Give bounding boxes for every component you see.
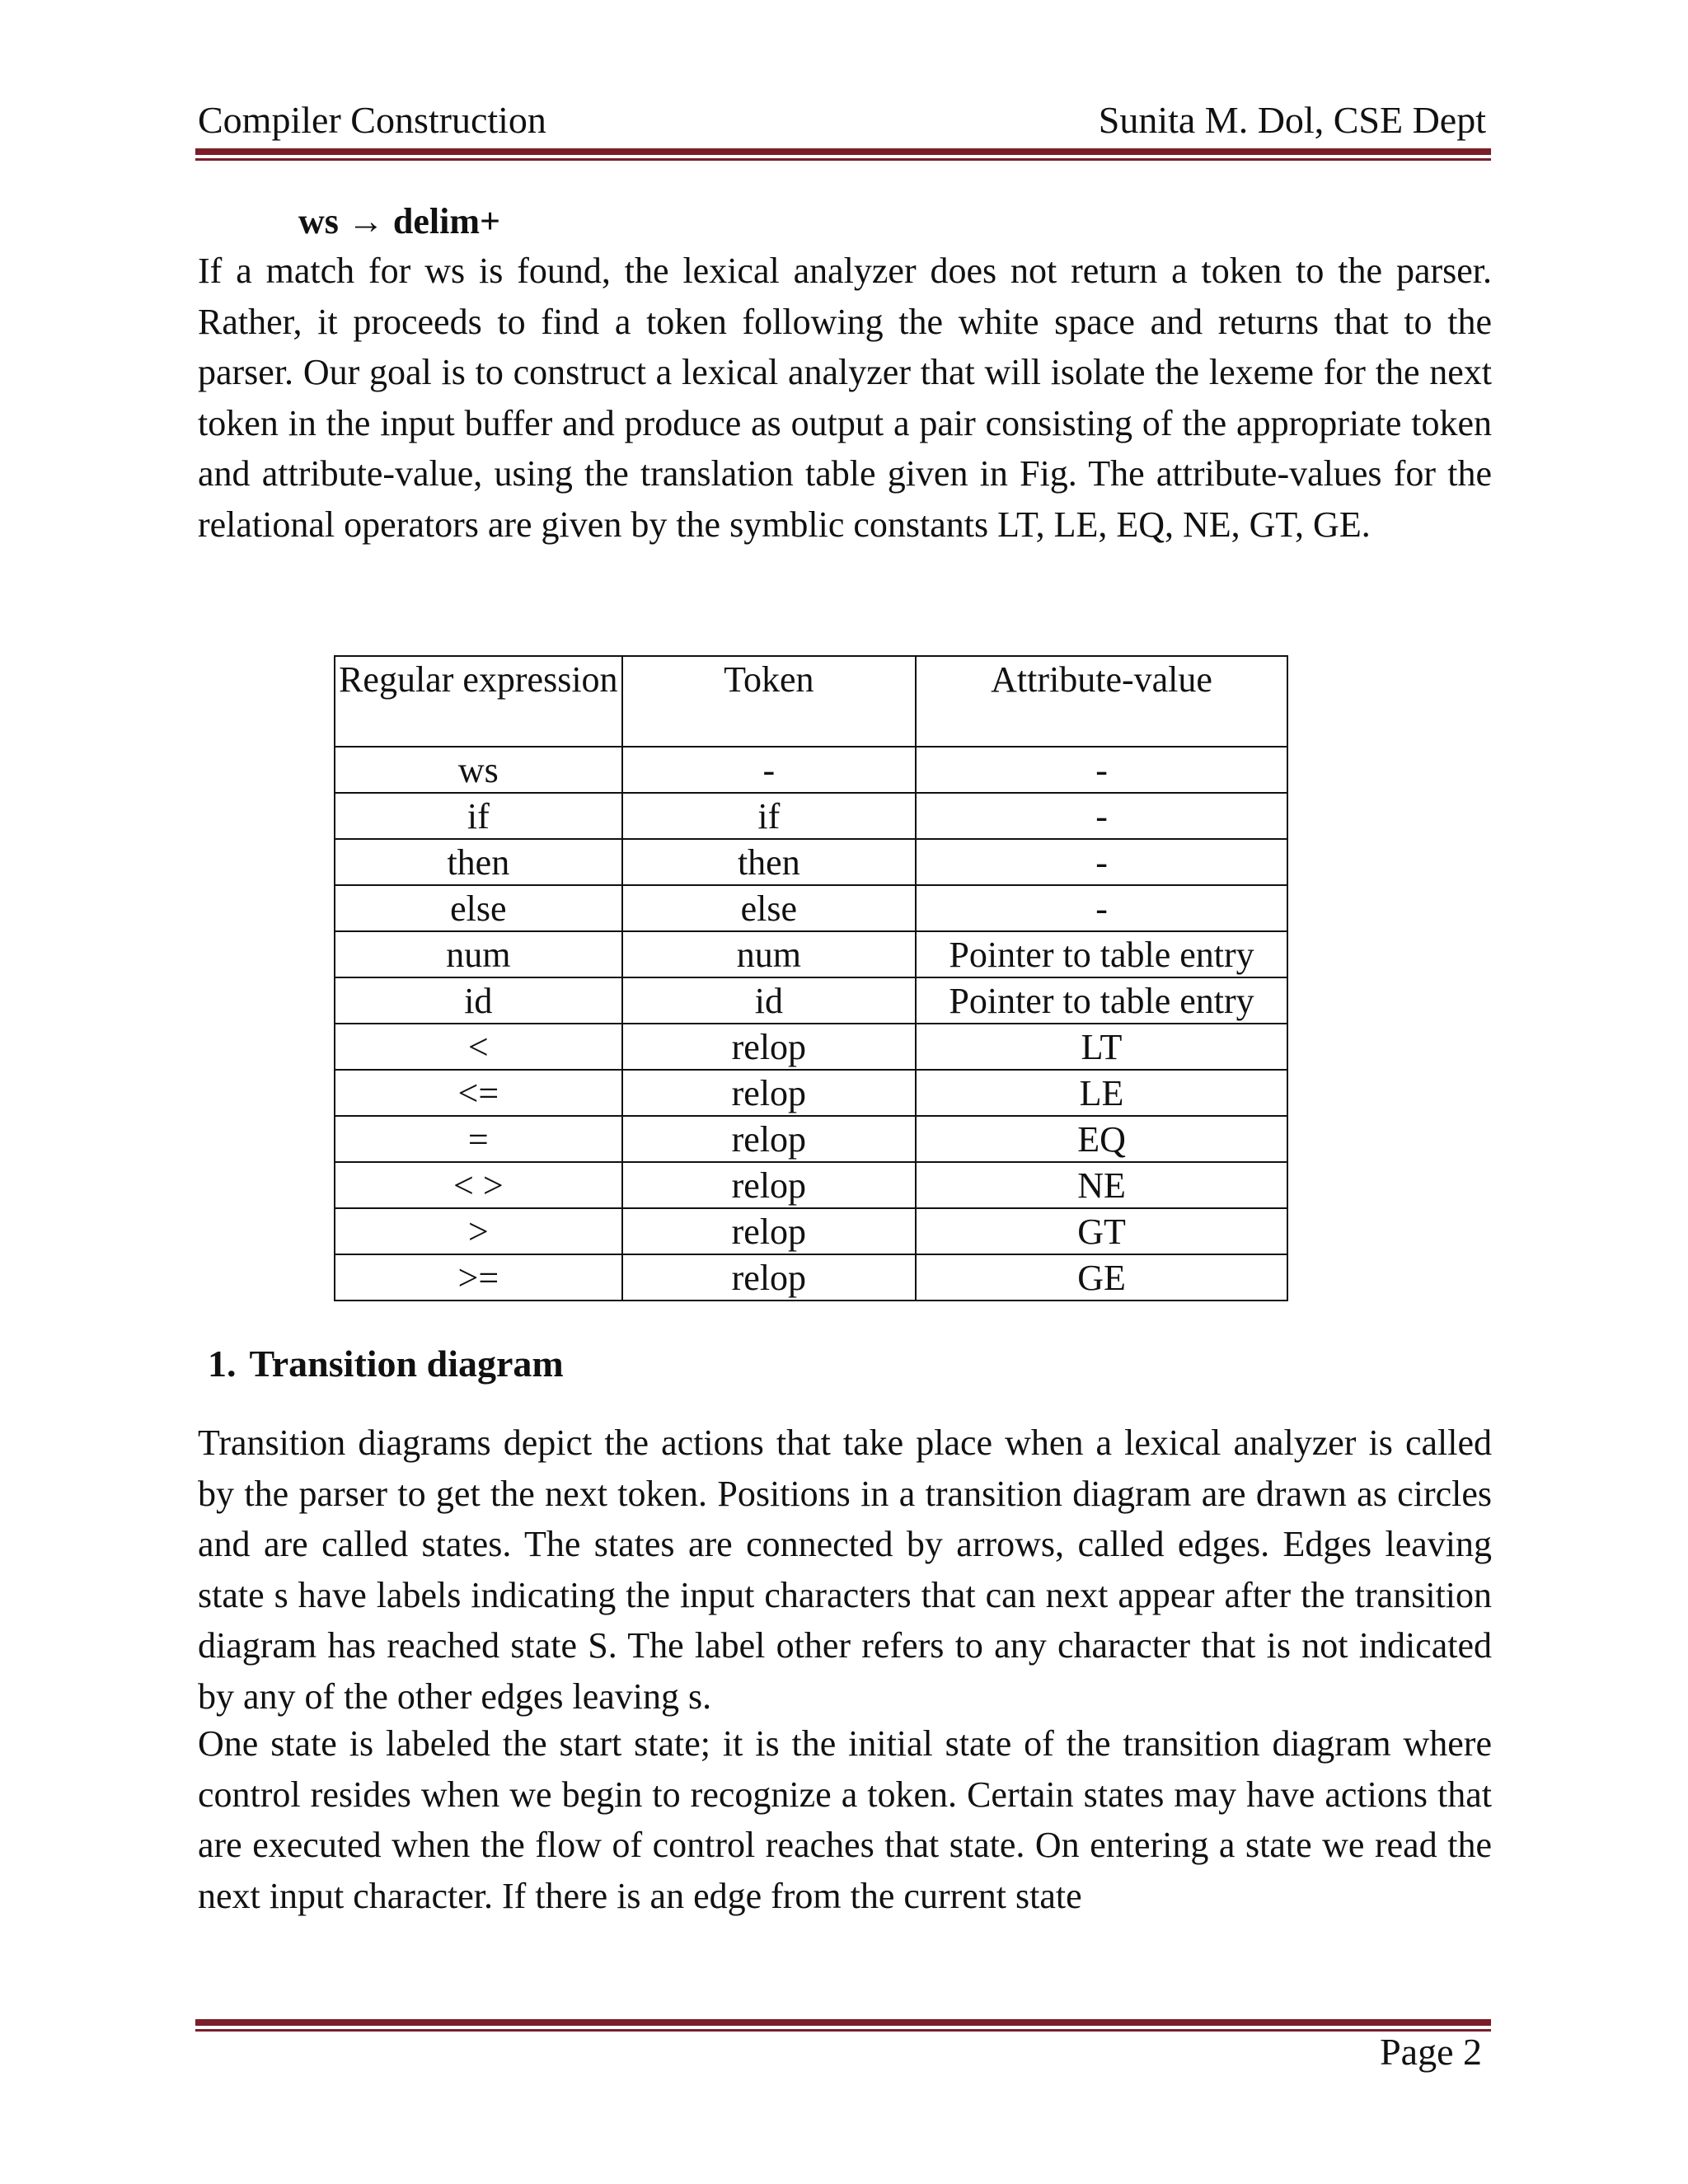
cell-attribute: GT: [916, 1208, 1287, 1254]
header-regular-expression: Regular expression: [335, 656, 622, 747]
header-token: Token: [622, 656, 916, 747]
cell-attribute: -: [916, 793, 1287, 839]
cell-token: num: [622, 931, 916, 977]
paragraph-start-state: One state is labeled the start state; it is the initial state of the transition diagram where control resides when we begin to recognize a token. Certain states may have actions that are executed when the flow of control reaches that state. On entering a state we read the next input character. If there is an edge from the current state: [198, 1723, 1492, 1916]
cell-token: then: [622, 839, 916, 885]
cell-token: id: [622, 977, 916, 1024]
cell-token: relop: [622, 1254, 916, 1301]
paragraph-lexical-analyzer: If a match for ws is found, the lexical analyzer does not return a token to the parser. Rather, it proceeds to find a token following the white space and returns that to the parser. Our goal is to construct a lexical analyzer that will isolate the lexeme for the next token in the input buffer and produce as output a pair consisting of the appropriate token and attribute-value, using the translation table given in Fig. The attribute-values for the relational operators are given by the symblic constants LT, LE, EQ, NE, GT, GE.: [198, 251, 1492, 545]
cell-regex: ws: [335, 747, 622, 793]
page-number: Page 2: [1380, 2031, 1482, 2073]
cell-attribute: -: [916, 839, 1287, 885]
cell-attribute: Pointer to table entry: [916, 931, 1287, 977]
cell-regex: <: [335, 1024, 622, 1070]
cell-regex: id: [335, 977, 622, 1024]
cell-regex: < >: [335, 1162, 622, 1208]
cell-attribute: GE: [916, 1254, 1287, 1301]
cell-regex: num: [335, 931, 622, 977]
section-heading: [208, 1340, 564, 1388]
cell-token: relop: [622, 1208, 916, 1254]
cell-token: if: [622, 793, 916, 839]
cell-token: -: [622, 747, 916, 793]
footer-rule: [195, 2019, 1491, 2032]
cell-regex: then: [335, 839, 622, 885]
table-row: [335, 1208, 1287, 1254]
cell-token: relop: [622, 1162, 916, 1208]
table-row: [335, 885, 1287, 931]
table-row: [335, 1254, 1287, 1301]
table-row: [335, 977, 1287, 1024]
table-row: [335, 839, 1287, 885]
cell-regex: >: [335, 1208, 622, 1254]
cell-attribute: LT: [916, 1024, 1287, 1070]
cell-token: relop: [622, 1070, 916, 1116]
cell-regex: else: [335, 885, 622, 931]
header-author: Sunita M. Dol, CSE Dept: [1098, 99, 1486, 141]
cell-regex: if: [335, 793, 622, 839]
cell-attribute: EQ: [916, 1116, 1287, 1162]
table-row: [335, 1162, 1287, 1208]
cell-regex: =: [335, 1116, 622, 1162]
table-row: [335, 1070, 1287, 1116]
table-row: [335, 793, 1287, 839]
cell-attribute: NE: [916, 1162, 1287, 1208]
translation-table: [334, 655, 1288, 1301]
cell-regex: >=: [335, 1254, 622, 1301]
cell-attribute: -: [916, 747, 1287, 793]
cell-attribute: Pointer to table entry: [916, 977, 1287, 1024]
table-row: [335, 931, 1287, 977]
header-attribute-value: Attribute-value: [916, 656, 1287, 747]
ws-formula: ws → delim+: [298, 201, 501, 241]
header-rule: [195, 148, 1491, 161]
cell-token: else: [622, 885, 916, 931]
section-title: Transition diagram: [249, 1343, 564, 1385]
cell-regex: <=: [335, 1070, 622, 1116]
cell-token: relop: [622, 1024, 916, 1070]
table-row: [335, 1116, 1287, 1162]
paragraph-transition-diagrams: Transition diagrams depict the actions that take place when a lexical analyzer is called by the parser to get the next token. Positions in a transition diagram are drawn as circles and are called states. The states are connected by arrows, called edges. Edges leaving state s have labels indicating the input characters that can next appear after the transition diagram has reached state S. The label other refers to any character that is not indicated by any of the other edges leaving s.: [198, 1422, 1492, 1717]
table-header-row: [335, 656, 1287, 747]
table-row: [335, 1024, 1287, 1070]
cell-attribute: -: [916, 885, 1287, 931]
cell-token: relop: [622, 1116, 916, 1162]
header-course-title: Compiler Construction: [198, 99, 546, 141]
table-row: [335, 747, 1287, 793]
section-number: 1.: [208, 1343, 237, 1385]
cell-attribute: LE: [916, 1070, 1287, 1116]
